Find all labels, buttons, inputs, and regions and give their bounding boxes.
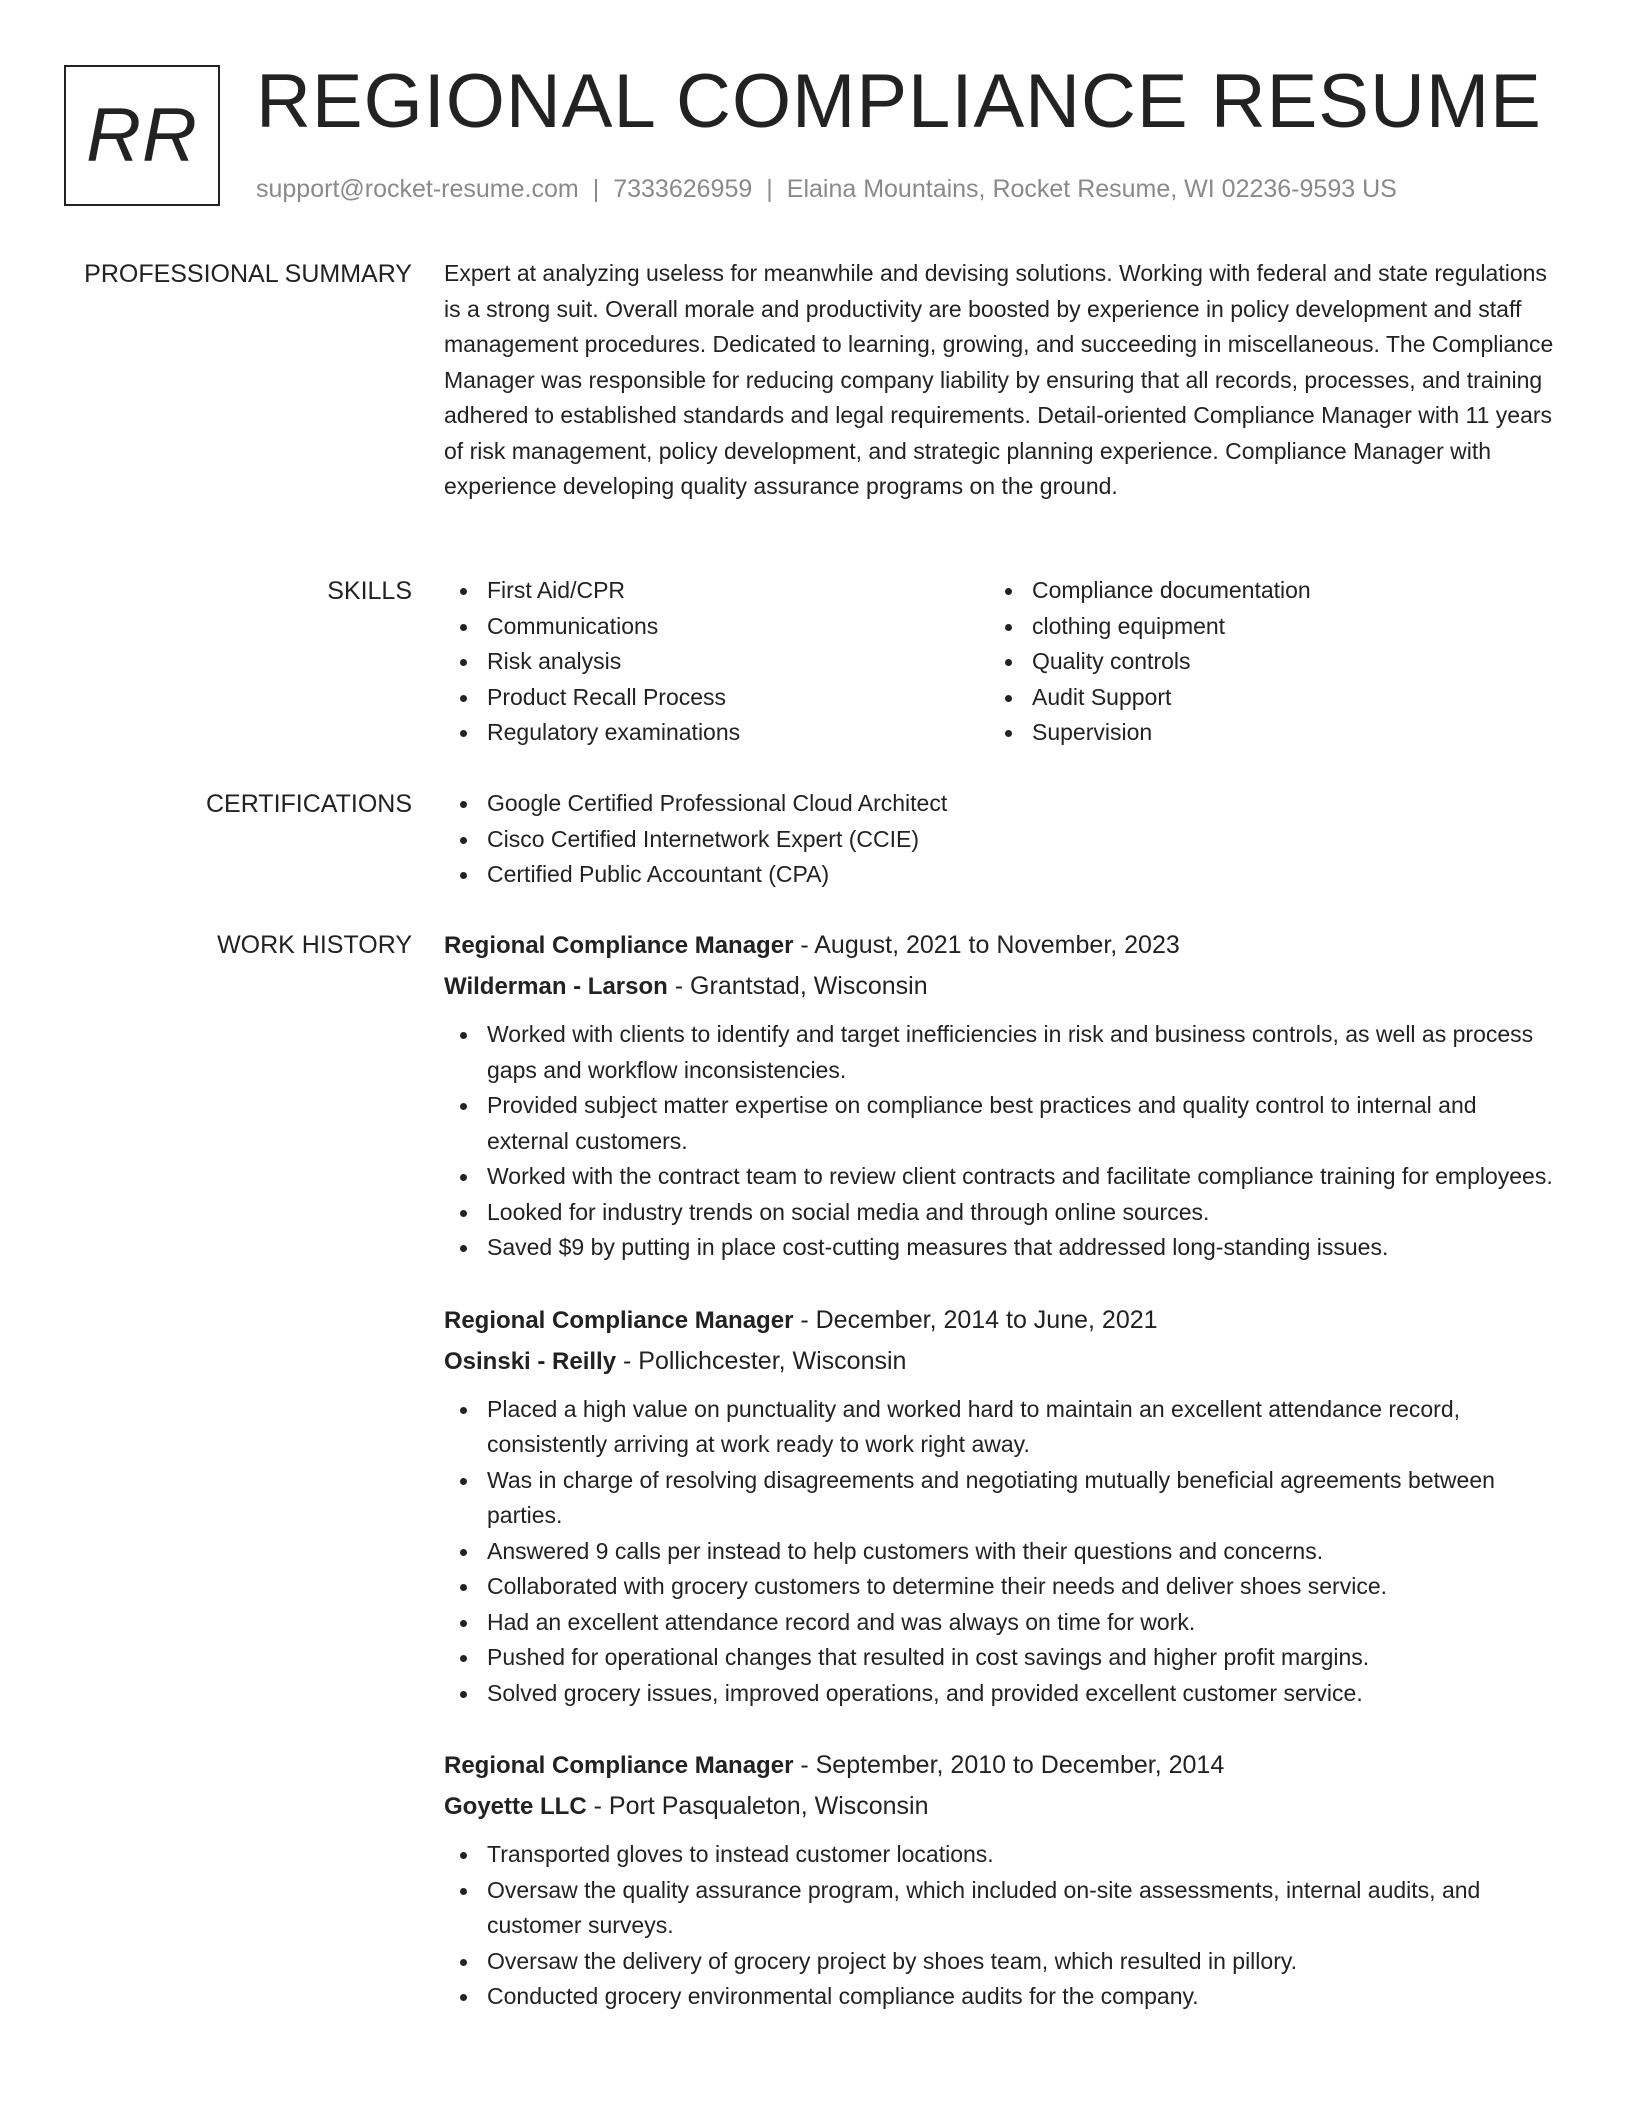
job-title-line: [444, 1745, 1554, 1786]
job-bullet: Transported gloves to instead customer locations.: [444, 1837, 1554, 1873]
contact-line: [256, 174, 1397, 204]
job-bullet: Looked for industry trends on social media and through online sources.: [444, 1195, 1554, 1231]
summary-body: [444, 256, 1554, 505]
job-bullet: Saved $9 by putting in place cost-cutting measures that addressed long-standing issues.: [444, 1230, 1554, 1266]
work-history-body: [444, 925, 1554, 2049]
job-bullet: Solved grocery issues, improved operations, and provided excellent customer service.: [444, 1676, 1554, 1712]
job-company: Goyette LLC: [444, 1793, 587, 1820]
certification-item: Google Certified Professional Cloud Architect: [444, 786, 1554, 822]
section-label-certifications: CERTIFICATIONS: [205, 790, 412, 818]
job-bullet: Had an excellent attendance record and was always on time for work.: [444, 1605, 1554, 1641]
job-bullet: Collaborated with grocery customers to determine their needs and deliver shoes service.: [444, 1569, 1554, 1605]
certifications-list: [444, 786, 1554, 893]
job-location: - Port Pasqualeton, Wisconsin: [586, 1792, 929, 1820]
skill-item: Regulatory examinations: [444, 715, 989, 751]
job-company-line: [444, 1341, 1554, 1382]
job-location: - Grantstad, Wisconsin: [667, 972, 928, 1000]
job-entry: [444, 925, 1554, 1266]
job-company: Osinski - Reilly: [444, 1347, 617, 1375]
contact-separator: |: [592, 175, 600, 203]
job-title: Regional Compliance Manager: [444, 932, 794, 959]
contact-phone[interactable]: 7333626959: [613, 175, 753, 203]
skill-item: Risk analysis: [444, 644, 989, 680]
job-bullet: Oversaw the delivery of grocery project by shoes team, which resulted in pillory.: [444, 1944, 1554, 1980]
summary-text: Expert at analyzing useless for meanwhile and devising solutions. Working with federal and state regulations is a strong suit. Overall morale and productivity are boosted by experience in policy development and staff management procedures. Dedicated to learning, growing, and succeeding in miscellaneous. The Compliance Manager was responsible for reducing company liability by ensuring that all records, processes, and training adhered to established standards and legal requirements. Detail-oriented Compliance Manager with 11 years of risk management, policy development, and strategic planning experience. Compliance Manager with experience developing quality assurance programs on the ground.: [444, 260, 1554, 499]
job-entry: [444, 1300, 1554, 1712]
section-label-skills: SKILLS: [327, 577, 412, 605]
job-dates: - December, 2014 to June, 2021: [793, 1305, 1158, 1334]
monogram-box: [64, 65, 220, 206]
job-bullet: Conducted grocery environmental compliance audits for the company.: [444, 1979, 1554, 2015]
job-company-line: [444, 1786, 1554, 1827]
job-bullets: [444, 1392, 1554, 1712]
job-title: Regional Compliance Manager: [444, 1306, 794, 1334]
job-bullet: Worked with clients to identify and target inefficiencies in risk and business controls, as well as process gaps and workflow inconsistencies.: [444, 1017, 1554, 1088]
job-bullet: Placed a high value on punctuality and worked hard to maintain an excellent attendance record, consistently arriving at work ready to work right away.: [444, 1392, 1554, 1463]
skills-list-right: [989, 573, 1534, 751]
contact-email[interactable]: support@rocket-resume.com: [256, 175, 579, 203]
skill-item: Quality controls: [989, 644, 1534, 680]
contact-address: Elaina Mountains, Rocket Resume, WI 02236-9593 US: [786, 175, 1397, 203]
certification-item: Cisco Certified Internetwork Expert (CCIE): [444, 822, 1554, 858]
job-dates: - August, 2021 to November, 2023: [793, 931, 1180, 959]
skill-item: Audit Support: [989, 680, 1534, 716]
job-bullet: Answered 9 calls per instead to help customers with their questions and concerns.: [444, 1534, 1554, 1570]
job-dates: - September, 2010 to December, 2014: [793, 1751, 1225, 1779]
job-bullets: [444, 1017, 1554, 1266]
certifications-body: [444, 786, 1554, 893]
contact-separator: |: [766, 175, 773, 203]
skill-item: Communications: [444, 609, 989, 645]
job-bullet: Pushed for operational changes that resulted in cost savings and higher profit margins.: [444, 1640, 1554, 1676]
job-bullets: [444, 1837, 1554, 2015]
skill-item: First Aid/CPR: [444, 573, 989, 609]
job-bullet: Oversaw the quality assurance program, which included on-site assessments, internal audits, and customer surveys.: [444, 1873, 1554, 1944]
skill-item: Compliance documentation: [989, 573, 1534, 609]
job-bullet: Worked with the contract team to review client contracts and facilitate compliance training for employees.: [444, 1159, 1554, 1195]
job-company-line: [444, 966, 1554, 1007]
skills-list-left: [444, 573, 989, 751]
job-title-line: [444, 925, 1554, 966]
job-bullet: Provided subject matter expertise on compliance best practices and quality control to internal and external customers.: [444, 1088, 1554, 1159]
certification-item: Certified Public Accountant (CPA): [444, 857, 1554, 893]
skill-item: Product Recall Process: [444, 680, 989, 716]
monogram-initials: RR: [86, 93, 198, 178]
skill-item: clothing equipment: [989, 609, 1534, 645]
job-location: - Pollichcester, Wisconsin: [616, 1346, 907, 1375]
job-title: Regional Compliance Manager: [444, 1752, 794, 1779]
section-label-work-history: WORK HISTORY: [217, 931, 412, 959]
job-bullet: Was in charge of resolving disagreements and negotiating mutually beneficial agreements between parties.: [444, 1463, 1554, 1534]
section-label-summary: PROFESSIONAL SUMMARY: [84, 260, 412, 288]
resume-title: REGIONAL COMPLIANCE RESUME: [256, 59, 1542, 144]
job-entry: [444, 1745, 1554, 2015]
skill-item: Supervision: [989, 715, 1534, 751]
job-title-line: [444, 1300, 1554, 1341]
skills-body: [444, 573, 1554, 751]
job-company: Wilderman - Larson: [444, 973, 668, 1000]
